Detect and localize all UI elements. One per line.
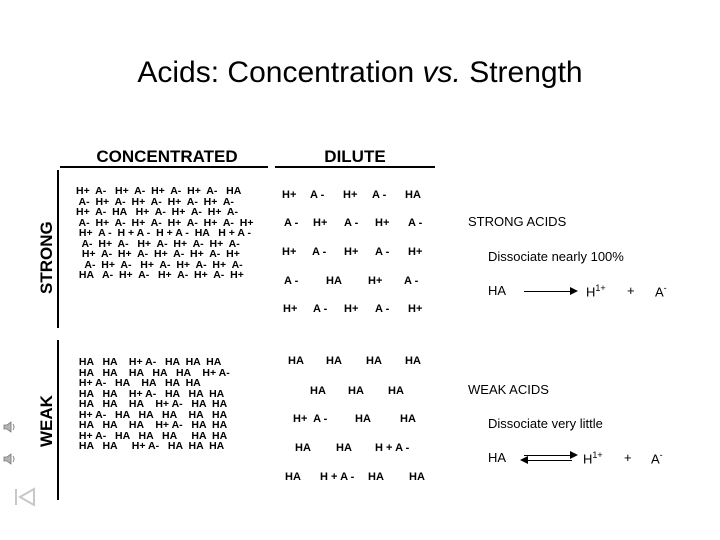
dilute-weak-cell: HA xyxy=(366,355,382,367)
dilute-weak-cell: HA xyxy=(326,355,342,367)
dilute-strong-cell: A - xyxy=(310,189,325,201)
dilute-weak-cell: HA xyxy=(310,385,326,397)
weak-reactant: HA xyxy=(488,450,507,465)
strong-acids-heading: STRONG ACIDS xyxy=(468,214,567,229)
strong-arrow-shaft xyxy=(524,291,572,292)
dilute-weak-cell: H + A - xyxy=(375,442,410,454)
speaker-icon[interactable] xyxy=(3,452,17,466)
dilute-strong-cell: H+ xyxy=(408,303,423,315)
header-concentrated: CONCENTRATED xyxy=(96,147,238,166)
weak-arrow-reverse-head xyxy=(520,456,528,464)
dilute-strong-cell: H+ xyxy=(282,189,297,201)
dilute-strong-cell: H+ xyxy=(344,303,359,315)
dilute-weak-cell: H+ A - xyxy=(293,413,328,425)
dilute-strong-cell: H+ xyxy=(282,246,297,258)
dilute-strong-cell: A - xyxy=(313,303,328,315)
dilute-strong-cell: A - xyxy=(284,275,299,287)
first-slide-icon[interactable] xyxy=(12,486,46,508)
dilute-strong-cell: A - xyxy=(372,189,387,201)
row-divider-weak xyxy=(57,340,59,500)
strong-reactant: HA xyxy=(488,283,507,298)
dilute-strong-cell: A - xyxy=(312,246,327,258)
dilute-weak-cell: H + A - xyxy=(320,471,355,483)
weak-plus: + xyxy=(624,450,632,465)
dilute-weak-cell: HA xyxy=(288,355,304,367)
title-tail: Strength xyxy=(460,56,583,89)
dilute-strong-cell: A - xyxy=(284,217,299,229)
dilute-weak-cell: HA xyxy=(355,413,371,425)
dilute-weak-cell: HA xyxy=(285,471,301,483)
dilute-weak-cell: HA xyxy=(409,471,425,483)
strong-product-a: A- xyxy=(655,283,667,300)
dilute-strong-cell: A - xyxy=(375,303,390,315)
strong-product-h: $H^{1+}$ xyxy=(586,283,606,300)
dilute-strong-cell: H+ xyxy=(343,189,358,201)
dilute-strong-cell: H+ xyxy=(408,246,423,258)
dilute-strong-cell: H+ xyxy=(368,275,383,287)
concentrated-weak-grid: HA HA H+ A- HA HA HA HA HA HA HA HA H+ A- H+ A- HA HA HA HA HA HA H+ A- HA HA HA HA HA HA H+ A- HA HA H+ A- HA HA HA HA HA HA HA HA H+ A- HA HA H+ A- HA HA HA HA HA HA HA H+ A- HA HA HA xyxy=(78,356,230,452)
dilute-weak-cell: HA xyxy=(388,385,404,397)
dilute-weak-cell: HA xyxy=(405,355,421,367)
title-main: Acids: Concentration xyxy=(137,56,423,89)
header-underline-concentrated xyxy=(60,166,268,168)
dilute-strong-cell: A - xyxy=(344,217,359,229)
page-title xyxy=(0,56,720,90)
weak-arrow-reverse-shaft xyxy=(524,460,572,461)
dilute-strong-cell: A - xyxy=(408,217,423,229)
dilute-strong-cell: H+ xyxy=(344,246,359,258)
dilute-weak-cell: HA xyxy=(348,385,364,397)
header-dilute: DILUTE xyxy=(324,147,386,166)
dilute-strong-cell: HA xyxy=(405,189,421,201)
dilute-strong-cell: H+ xyxy=(283,303,298,315)
weak-product-a: A- xyxy=(651,450,663,467)
row-divider-strong xyxy=(57,170,59,328)
strong-acids-desc: Dissociate nearly 100% xyxy=(488,249,624,264)
weak-arrow-forward-shaft xyxy=(524,455,572,456)
weak-arrow-forward-head xyxy=(570,451,578,459)
dilute-strong-cell: HA xyxy=(326,275,342,287)
row-label-strong: STRONG xyxy=(37,221,56,294)
dilute-strong-cell: A - xyxy=(404,275,419,287)
strong-plus: + xyxy=(627,283,635,298)
weak-product-h: $H^{1+}$ xyxy=(583,450,603,467)
dilute-weak-cell: HA xyxy=(336,442,352,454)
strong-arrow-head xyxy=(570,287,578,295)
header-underline-dilute xyxy=(275,166,435,168)
title-vs: vs. xyxy=(422,56,461,89)
weak-acids-heading: WEAK ACIDS xyxy=(468,382,549,397)
concentrated-strong-grid: H+ A- H+ A- H+ A- H+ A- HA A- H+ A- H+ A- H+ A- H+ A- H+ A- HA H+ A- H+ A- H+ A- A- H+ A- H+ A- H+ A- H+ A- H+ H+ A - H + A - H + A - HA H + A - A- H+ A- H+ A- H+ A- H+ A- H+ A- H+ A- H+ A- H+ A- H+ A- H+ A- H+ A- H+ A- H+ A- HA A- H+ A- H+ A- H+ A- H+ xyxy=(76,185,254,281)
speaker-icon[interactable] xyxy=(3,420,17,434)
dilute-weak-cell: HA xyxy=(368,471,384,483)
dilute-strong-cell: H+ xyxy=(313,217,328,229)
dilute-strong-cell: A - xyxy=(375,246,390,258)
dilute-weak-cell: HA xyxy=(295,442,311,454)
dilute-weak-cell: HA xyxy=(400,413,416,425)
dilute-strong-cell: H+ xyxy=(375,217,390,229)
weak-acids-desc: Dissociate very little xyxy=(488,416,603,431)
row-label-weak: WEAK xyxy=(37,395,56,447)
